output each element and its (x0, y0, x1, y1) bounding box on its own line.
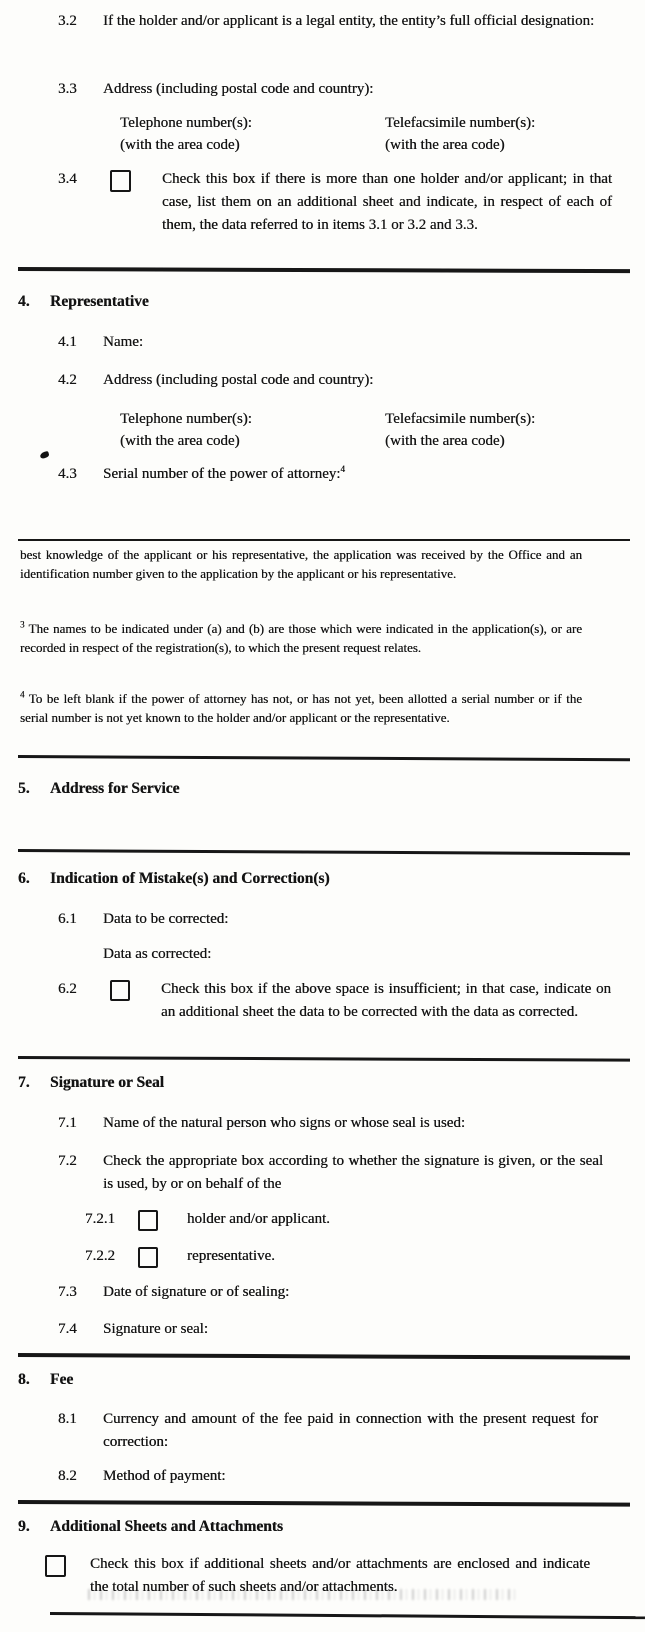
item-8-1-text: Currency and amount of the fee paid in connection with the present request for correction: (103, 1411, 598, 1450)
item-4-1-text: Name: (103, 334, 143, 350)
telephone-label: Telephone number(s): (120, 115, 252, 131)
item-3-2-number: 3.2 (58, 13, 77, 29)
item-3-4 (58, 168, 630, 237)
footnote-divider (18, 539, 630, 541)
item-7-4 (58, 1318, 630, 1341)
item-8-1-number: 8.1 (58, 1411, 77, 1427)
section-4-number: 4. (18, 293, 30, 310)
item-3-4-text: Check this box if there is more than one holder and/or applicant; in that case, list them on an additional sheet and indicate, in respect of each of them, the data referred to in items 3.1 or 3.2 and 3.3. (162, 171, 612, 233)
section-7-header (18, 1072, 164, 1094)
item-7-1 (58, 1112, 630, 1135)
item-7-2-1-number: 7.2.1 (85, 1211, 115, 1227)
footnote-3-marker: 3 (20, 619, 25, 630)
item-7-3 (58, 1281, 630, 1304)
item-8-2-number: 8.2 (58, 1468, 77, 1484)
section-6-title: Indication of Mistake(s) and Correction(s) (50, 870, 330, 887)
telefacsimile-note: (with the area code) (385, 433, 505, 449)
telephone-note: (with the area code) (120, 137, 240, 153)
item-4-1-number: 4.1 (58, 334, 77, 350)
item-7-2-1 (85, 1208, 330, 1231)
item-3-3-number: 3.3 (58, 81, 77, 97)
checkbox-7-2-2[interactable] (138, 1247, 158, 1268)
section-8-number: 8. (18, 1371, 30, 1388)
telefacsimile-label: Telefacsimile number(s): (385, 115, 536, 131)
telefacsimile-note: (with the area code) (385, 137, 505, 153)
section-divider (18, 1056, 630, 1062)
section-9-header (18, 1516, 283, 1538)
bottom-rule (50, 1612, 645, 1619)
item-6-2-text: Check this box if the above space is insufficient; in that case, indicate on an additional sheet the data to be corrected with the data as corrected. (161, 981, 611, 1020)
footnote-3 (20, 619, 630, 657)
checkbox-7-2-1[interactable] (138, 1210, 158, 1231)
item-3-3-text: Address (including postal code and country): (103, 81, 374, 97)
item-7-1-number: 7.1 (58, 1115, 77, 1131)
footnote-continuation: best knowledge of the applicant or his representative, the application was received by the Office and an identification number given to the application by the applicant or his representative. (20, 547, 582, 581)
section-5-header (18, 778, 179, 800)
item-8-2-text: Method of payment: (103, 1468, 226, 1484)
item-6-1-text: Data to be corrected: (103, 911, 229, 927)
section-8-header (18, 1369, 73, 1391)
telephone-note: (with the area code) (120, 433, 240, 449)
footnote-ref-4: 4 (340, 464, 345, 474)
item-4-3-number: 4.3 (58, 466, 77, 482)
item-4-2-text: Address (including postal code and country): (103, 372, 374, 388)
item-8-2 (58, 1465, 630, 1488)
section-7-title: Signature or Seal (50, 1074, 164, 1091)
section-9-title: Additional Sheets and Attachments (50, 1518, 283, 1535)
phone-fax-block-4 (120, 408, 610, 452)
footnote-4-text: To be left blank if the power of attorney has not, or has not yet, been allotted a serial number or if the serial number is not yet known to the holder and/or applicant or the representative. (20, 691, 582, 725)
item-6-1b-text: Data as corrected: (103, 946, 212, 962)
section-5-title: Address for Service (50, 780, 180, 797)
item-7-3-number: 7.3 (58, 1284, 77, 1300)
section-divider (18, 849, 630, 855)
section-divider (18, 1500, 630, 1507)
item-4-2-number: 4.2 (58, 372, 77, 388)
item-9-text: Check this box if additional sheets and/or attachments are enclosed and indicate the total number of such sheets and/or attachments. (90, 1556, 590, 1595)
item-6-2-number: 6.2 (58, 981, 77, 997)
item-7-2-2 (85, 1245, 275, 1268)
section-6-header (18, 868, 330, 890)
section-5-number: 5. (18, 780, 30, 797)
item-7-4-number: 7.4 (58, 1321, 77, 1337)
item-3-2 (58, 10, 630, 33)
footnote-4 (20, 689, 630, 727)
item-7-4-text: Signature or seal: (103, 1321, 208, 1337)
phone-fax-block-3 (120, 112, 610, 156)
item-7-2-2-number: 7.2.2 (85, 1248, 115, 1264)
item-7-1-text: Name of the natural person who signs or whose seal is used: (103, 1115, 466, 1131)
item-4-1 (58, 331, 630, 354)
item-7-2-text: Check the appropriate box according to whether the signature is given, or the seal is used, by or on behalf of the (103, 1153, 603, 1192)
section-4-title: Representative (50, 293, 149, 310)
item-4-2 (58, 369, 630, 392)
ink-mark (39, 451, 49, 459)
item-3-3 (58, 78, 630, 101)
checkbox-6-2[interactable] (110, 980, 130, 1001)
section-9-number: 9. (18, 1518, 30, 1535)
footnote-4-marker: 4 (20, 689, 25, 700)
item-6-1 (58, 908, 630, 931)
section-divider (18, 1353, 630, 1360)
item-7-2-2-label: representative. (187, 1248, 275, 1264)
scan-noise (88, 1589, 518, 1600)
item-3-4-number: 3.4 (58, 171, 77, 187)
section-divider (18, 267, 630, 273)
checkbox-9[interactable] (45, 1555, 66, 1577)
item-7-2-1-label: holder and/or applicant. (187, 1211, 330, 1227)
telefacsimile-label: Telefacsimile number(s): (385, 411, 536, 427)
item-7-2-number: 7.2 (58, 1153, 77, 1169)
section-7-number: 7. (18, 1074, 30, 1091)
section-4-header (18, 291, 149, 313)
item-3-2-text: If the holder and/or applicant is a legal entity, the entity’s full official designation: (103, 13, 595, 29)
section-8-title: Fee (50, 1371, 74, 1388)
item-7-2 (58, 1150, 630, 1196)
item-4-3 (58, 463, 630, 486)
item-7-3-text: Date of signature or of sealing: (103, 1284, 290, 1300)
section-6-number: 6. (18, 870, 30, 887)
checkbox-3-4[interactable] (110, 170, 131, 192)
item-8-1 (58, 1408, 630, 1454)
footnote-3-text: The names to be indicated under (a) and (b) are those which were indicated in the application(s), or are recorded in respect of the registration(s), to which the present request relates. (20, 621, 582, 655)
item-4-3-text: Serial number of the power of attorney:$^4$ (103, 464, 345, 482)
section-divider (18, 755, 630, 761)
item-6-1-number: 6.1 (58, 911, 77, 927)
telephone-label: Telephone number(s): (120, 411, 252, 427)
item-6-2 (58, 978, 630, 1024)
